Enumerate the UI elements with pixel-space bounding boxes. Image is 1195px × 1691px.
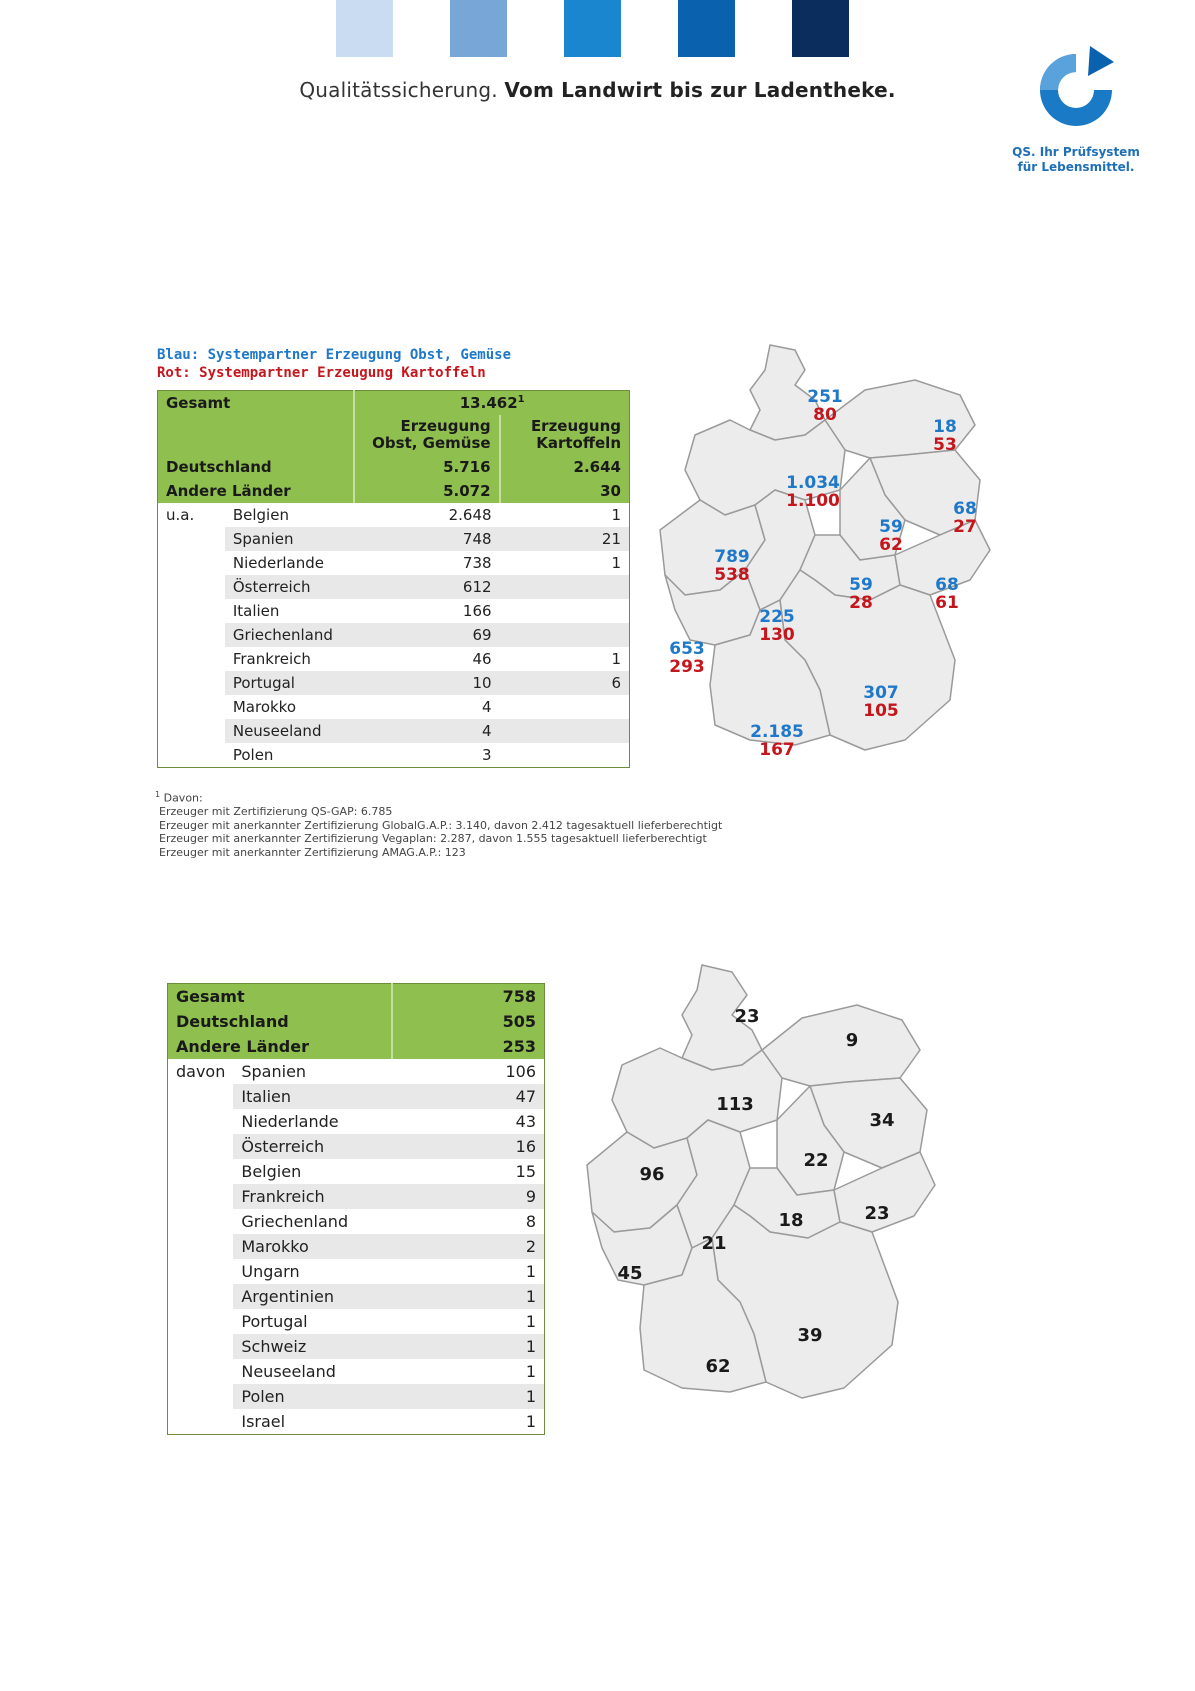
- table-row: Österreich 612: [158, 575, 630, 599]
- map1-label-nw: 789 538: [714, 547, 750, 585]
- table-row: Ungarn 1: [241, 1262, 536, 1281]
- map2-label-nw: 96: [639, 1164, 665, 1185]
- total-sup: 1: [517, 394, 525, 405]
- table-row: Frankreich 9: [168, 1184, 545, 1209]
- table-verarbeitung: [167, 983, 545, 1435]
- total-value-cell: [354, 391, 629, 416]
- logo-line-2: für Lebensmittel.: [1017, 160, 1135, 174]
- tagline-light: Qualitätssicherung.: [299, 78, 498, 102]
- table-row-total: [158, 391, 630, 416]
- map2-label-bw: 62: [705, 1356, 731, 1377]
- map1-label-th: 59 28: [849, 575, 873, 613]
- legend-red: Rot: Systempartner Erzeugung Kartoffeln: [157, 365, 486, 381]
- table-row: Polen 3: [232, 746, 492, 764]
- legend-blue: Blau: Systempartner Erzeugung Obst, Gemüse: [157, 347, 512, 363]
- total-label: Gesamt: [158, 391, 355, 416]
- table-row-total: Gesamt 758: [168, 984, 545, 1010]
- footnote-line: Erzeuger mit anerkannter Zertifizierung GlobalG.A.P.: 3.140, davon 2.412 tagesaktuell lieferberechtigt: [159, 818, 723, 832]
- tagline: [0, 78, 1195, 102]
- prefix-ua: u.a.: [166, 506, 195, 524]
- table-row: Neuseeland 4: [158, 719, 630, 743]
- table-row: Schweiz 1: [168, 1334, 545, 1359]
- table-row-header: [158, 415, 630, 455]
- table-row: Österreich 16: [168, 1134, 545, 1159]
- table-row: Polen 1: [168, 1384, 545, 1409]
- footnote: [155, 788, 722, 859]
- table-row: Italien 166: [232, 602, 492, 620]
- map2-label-sn: 23: [864, 1203, 890, 1224]
- map1-label-sn: 68 61: [935, 575, 959, 613]
- map1-label-ni: 1.034 1.100: [786, 473, 840, 511]
- color-band-5: [792, 0, 849, 57]
- table-row: Israel 1: [241, 1412, 536, 1431]
- map2-label-he: 21: [701, 1233, 727, 1254]
- logo-caption: [1002, 145, 1150, 175]
- map1-label-st: 59 62: [879, 517, 903, 555]
- table-row: Marokko 2: [168, 1234, 545, 1259]
- map2-label-rp: 45: [617, 1263, 643, 1284]
- table-row: Spanien 748 21: [158, 527, 630, 551]
- map2-label-th: 18: [778, 1210, 804, 1231]
- map2-label-sh: 23: [734, 1006, 760, 1027]
- map1-label-rp: 653 293: [669, 639, 705, 677]
- map1-label-he: 225 130: [759, 607, 795, 645]
- footnote-line: Erzeuger mit anerkannter Zertifizierung AMAG.A.P.: 123: [159, 845, 466, 859]
- table-row: Neuseeland 1: [241, 1362, 536, 1381]
- map2-label-by: 39: [797, 1325, 823, 1346]
- map2-label-mv: 9: [845, 1030, 859, 1051]
- col-header-obst: Erzeugung Obst, Gemüse: [354, 415, 499, 455]
- map1-label-bw: 2.185 167: [750, 722, 804, 760]
- footnote-line: Erzeuger mit Zertifizierung QS-GAP: 6.785: [159, 805, 393, 819]
- map1-label-bb: 68 27: [953, 499, 977, 537]
- map2-label-bb: 34: [869, 1110, 895, 1131]
- color-band-2: [450, 0, 507, 57]
- table-row: Marokko 4: [232, 698, 492, 716]
- table-row: Argentinien 1: [168, 1284, 545, 1309]
- total-value: 13.462: [459, 394, 518, 412]
- map2-label-ni: 113: [716, 1094, 754, 1115]
- footnote-line: Erzeuger mit anerkannter Zertifizierung Vegaplan: 2.287, davon 1.555 tagesaktuell lieferberechtigt: [159, 832, 707, 846]
- prefix-davon: davon: [176, 1062, 226, 1081]
- map1-label-by: 307 105: [863, 683, 899, 721]
- map1-label-mv: 18 53: [933, 417, 957, 455]
- map1-label-sh: 251 80: [807, 387, 843, 425]
- logo-line-1: QS. Ihr Prüfsystem: [1012, 145, 1140, 159]
- table-row-deutschland: Deutschland 505: [168, 1009, 545, 1034]
- col-header-kartoffeln: Erzeugung Kartoffeln: [500, 415, 630, 455]
- table-row: Griechenland 69: [158, 623, 630, 647]
- table-row-andere-laender: Andere Länder 5.072 30: [158, 479, 630, 503]
- table-row: u.a. Belgien 2.648 1: [158, 503, 630, 527]
- color-band-1: [336, 0, 393, 57]
- color-band-3: [564, 0, 621, 57]
- tagline-bold: Vom Landwirt bis zur Ladentheke.: [504, 78, 896, 102]
- footnote-title: $^1$ Davon:: [155, 790, 203, 805]
- table-row: Portugal 1: [241, 1312, 536, 1331]
- table-row-andere-laender: Andere Länder 253: [168, 1034, 545, 1059]
- table-row: Italien 47: [168, 1084, 545, 1109]
- table-row: Frankreich 46 1: [232, 650, 621, 668]
- map2-label-st: 22: [803, 1150, 829, 1171]
- table-row: Belgien 15: [241, 1162, 536, 1181]
- table-obst-kartoffeln: [157, 390, 630, 768]
- table-row: davon Spanien 106: [168, 1059, 545, 1084]
- table-row: Niederlande 738 1: [232, 554, 621, 572]
- table-row: Portugal 10 6: [158, 671, 630, 695]
- table-row-deutschland: Deutschland 5.716 2.644: [158, 455, 630, 479]
- qs-logo-icon: [1028, 42, 1124, 138]
- table-row: Niederlande 43: [241, 1112, 536, 1131]
- table-row: Griechenland 8: [241, 1212, 536, 1231]
- color-band-4: [678, 0, 735, 57]
